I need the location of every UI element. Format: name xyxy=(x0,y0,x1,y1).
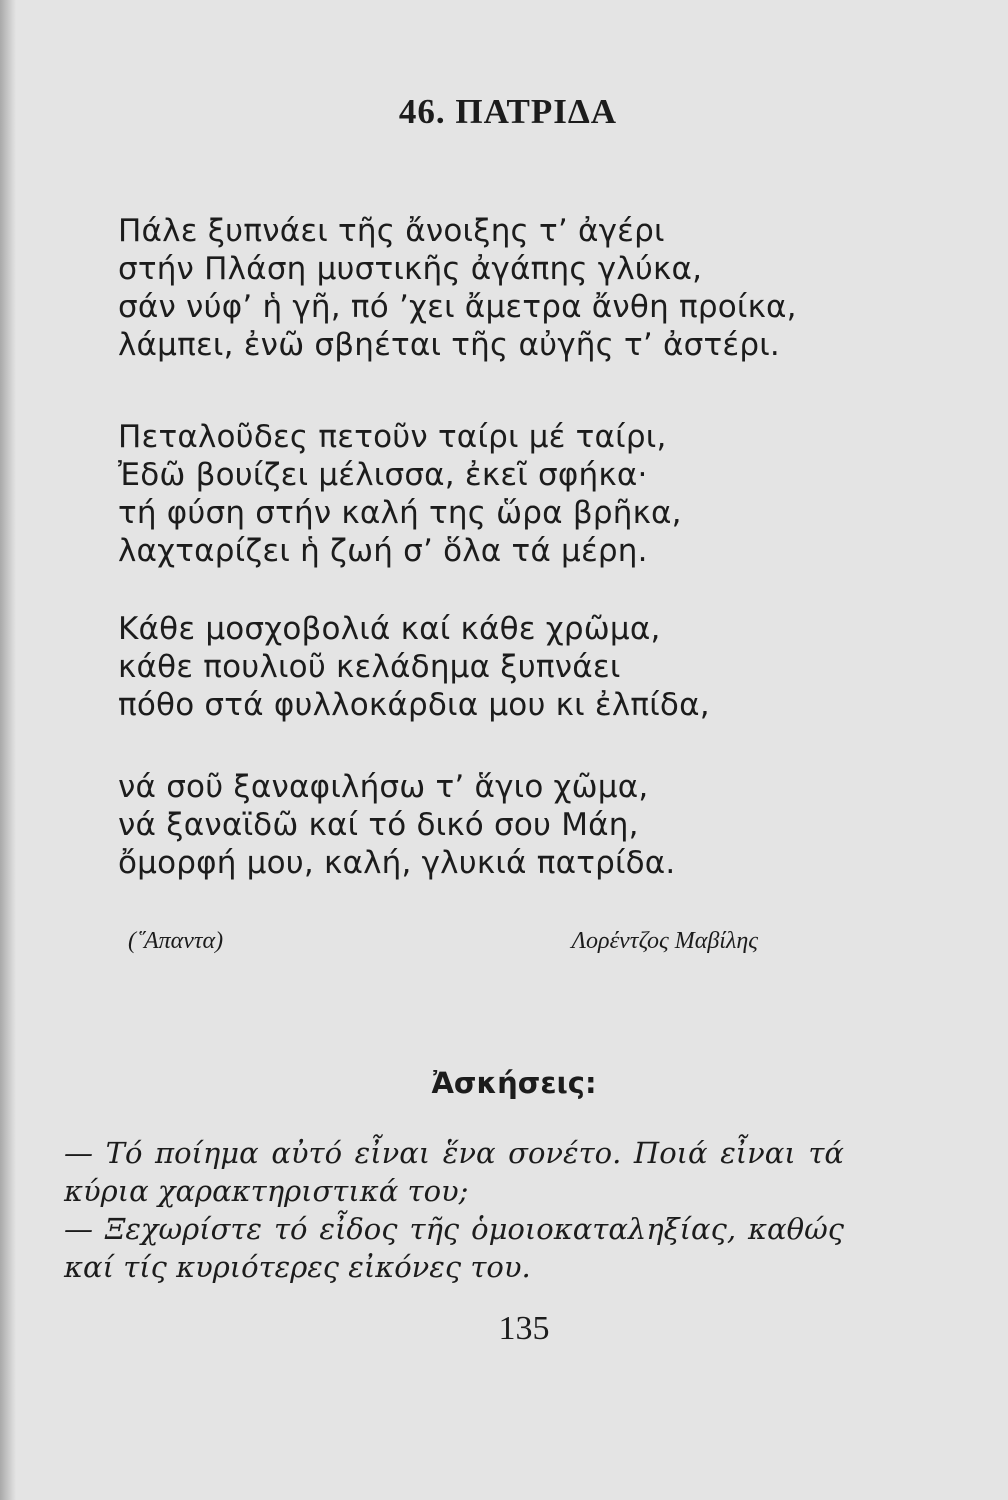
verse-line: Κάθε μοσχοβολιά καί κάθε χρῶμα, xyxy=(118,611,661,647)
verse-line: νά σοῦ ξαναφιλήσω τ’ ἅγιο χῶμα, xyxy=(118,769,649,805)
stanza-1 xyxy=(118,212,797,364)
verse-line: νά ξαναϊδῶ καί τό δικό σου Μάη, xyxy=(118,807,639,843)
exercise-item: — Τό ποίημα αὐτό εἶναι ἕνα σονέτο. Ποιά εἶναι τά κύρια χαρακτηριστικά του; xyxy=(64,1136,844,1208)
stanza-2 xyxy=(118,418,682,570)
exercises-heading: Ἀσκήσεις: xyxy=(431,1066,597,1100)
poem-author: Λορέντζος Μαβίλης xyxy=(571,928,758,954)
exercise-item: — Ξεχωρίστε τό εἶδος τῆς ὁμοιοκαταληξίας, καθώς καί τίς κυριότερες εἰκόνες του. xyxy=(64,1212,844,1284)
verse-line: σάν νύφ’ ἡ γῆ, πό ’χει ἄμετρα ἄνθη προίκα, xyxy=(118,289,797,325)
poem-source: (῞Απαντα) xyxy=(128,928,224,954)
verse-line: Ἐδῶ βουίζει μέλισσα, ἐκεῖ σφήκα· xyxy=(118,457,648,493)
verse-line: πόθο στά φυλλοκάρδια μου κι ἐλπίδα, xyxy=(118,687,710,723)
verse-line: λαχταρίζει ἡ ζωή σ’ ὅλα τά μέρη. xyxy=(118,533,648,569)
verse-line: ὄμορφή μου, καλή, γλυκιά πατρίδα. xyxy=(118,845,676,881)
verse-line: κάθε πουλιοῦ κελάδημα ξυπνάει xyxy=(118,649,621,685)
page-gutter-shadow xyxy=(0,0,16,1500)
stanza-4 xyxy=(118,768,676,882)
verse-line: στήν Πλάση μυστικῆς ἀγάπης γλύκα, xyxy=(118,251,703,287)
page-number: 135 xyxy=(498,1310,550,1347)
verse-line: λάμπει, ἐνῶ σβηέται τῆς αὐγῆς τ’ ἀστέρι. xyxy=(118,327,780,363)
poem-title: 46. ΠΑΤΡΙΔΑ xyxy=(398,92,618,131)
exercises-list xyxy=(64,1134,844,1286)
stanza-3 xyxy=(118,610,710,724)
verse-line: Πεταλοῦδες πετοῦν ταίρι μέ ταίρι, xyxy=(118,419,667,455)
verse-line: τή φύση στήν καλή της ὥρα βρῆκα, xyxy=(118,495,682,531)
verse-line: Πάλε ξυπνάει τῆς ἄνοιξης τ’ ἀγέρι xyxy=(118,213,665,249)
